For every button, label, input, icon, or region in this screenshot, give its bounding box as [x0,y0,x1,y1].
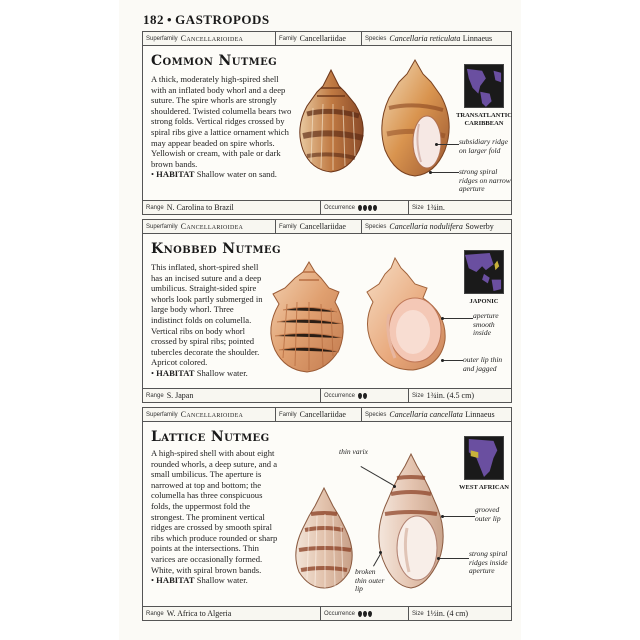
entry-title: Common Nutmeg [151,53,278,69]
section-title: GASTROPODS [175,12,270,27]
species-label: Species [365,35,387,42]
size-label: Size [412,204,424,211]
annotation-leader [443,318,473,319]
entry-description [151,262,263,379]
species-value: Cancellaria nodulifera [389,222,463,231]
occurrence-cell [321,607,409,620]
shell-photo-dorsal [263,258,353,374]
size-cell [409,607,511,620]
annotation-label: thin varix [339,447,368,456]
map-region-label-2: CARIBBEAN [464,120,504,127]
size-value: 1½in. (4 cm) [426,609,468,618]
family-value: Cancellariidae [299,410,346,419]
annotation-point [429,171,432,174]
occurrence-cell [321,389,409,402]
habitat-line: • HABITAT Shallow water. [151,575,248,586]
annotation-point [437,557,440,560]
occurrence-drops [358,611,372,617]
occurrence-drop-icon [368,205,372,211]
annotation-label: strong spiral ridges on narrow aperture [459,167,511,193]
habitat-value: Shallow water. [196,575,248,586]
info-bar [143,606,511,620]
species-value: Cancellaria cancellata [389,410,463,419]
page-header [143,12,270,28]
annotation-label: grooved outer lip [475,505,501,523]
annotation-point [441,317,444,320]
occurrence-drop-icon [363,393,367,399]
species-label: Species [365,411,387,418]
shell-photo-dorsal [289,486,359,590]
size-value: 1¾in. (4.5 cm) [426,391,474,400]
occurrence-cell [321,201,409,214]
family-value: Cancellariidae [299,34,346,43]
occurrence-label: Occurrence [324,204,356,211]
annotation-leader [431,172,459,173]
species-cell [362,32,511,45]
occurrence-drop-icon [368,611,372,617]
species-author: Linnaeus [465,410,495,419]
occurrence-label: Occurrence [324,392,356,399]
superfamily-cell [143,408,276,421]
habitat-line: • HABITAT Shallow water on sand. [151,169,277,180]
entry-description [151,74,293,180]
distribution-map [464,436,504,480]
occurrence-drop-icon [363,205,367,211]
superfamily-value: Cancellarioidea [180,410,244,419]
superfamily-label: Superfamily [146,411,178,418]
occurrence-drop-icon [358,611,362,617]
entry-description [151,448,281,586]
habitat-label: HABITAT [156,169,195,180]
size-label: Size [412,392,424,399]
annotation-leader [443,516,475,517]
habitat-label: HABITAT [156,575,195,586]
species-value: Cancellaria reticulata [389,34,461,43]
annotation-leader [443,360,463,361]
occurrence-drop-icon [373,205,377,211]
range-cell [143,389,321,402]
species-cell [362,408,511,421]
size-cell [409,201,511,214]
habitat-value: Shallow water. [196,367,248,378]
species-entry [142,407,512,621]
range-label: Range [146,204,164,211]
annotation-leader [437,144,459,145]
annotation-point [441,359,444,362]
taxonomy-bar [143,408,511,422]
map-region-label: JAPONIC [469,298,499,305]
range-label: Range [146,610,164,617]
superfamily-cell [143,220,276,233]
annotation-point [393,485,396,488]
annotation-label: broken thin outer lip [355,567,385,593]
annotation-point [435,143,438,146]
annotation-label: strong spiral ridges inside aperture [469,549,508,575]
size-label: Size [412,610,424,617]
occurrence-label: Occurrence [324,610,356,617]
distribution-map [464,250,504,294]
range-value: W. Africa to Algeria [166,609,232,618]
description-text: A high-spired shell with about eight rounded whorls, a deep suture, and a small umbilicus. The aperture is narrowed at top and bottom; the columella has three conspicuous folds, the uppermost fold the strongest. The prominent vertical ridges are crossed by smooth spiral ribs which produce rounded or sharp points at the intersections. Thin varices are occasionally formed. White, with spiral brown bands. [151,448,278,575]
family-value: Cancellariidae [299,222,346,231]
range-value: N. Carolina to Brazil [166,203,234,212]
family-label: Family [279,411,297,418]
map-region-label: TRANSATLANTIC [456,112,512,119]
description-text: A thick, moderately high-spired shell with an inflated body whorl and a deep suture. The spire whorls are strongly shouldered. Twisted columella bears two strong folds. Vertical ridges crossed by spiral ribs give a lattice ornament which may appear beaded on spire whorls. Yellowish or cream, with pale or dark brown bands. [151,74,292,169]
family-cell [276,32,362,45]
map-region-label: WEST AFRICAN [459,484,509,491]
family-label: Family [279,35,297,42]
taxonomy-bar [143,32,511,46]
habitat-line: • HABITAT Shallow water. [151,367,248,378]
page-number: 182 [143,12,164,27]
family-label: Family [279,223,297,230]
range-value: S. Japan [166,391,194,400]
annotation-point [441,515,444,518]
occurrence-drop-icon [358,205,362,211]
family-cell [276,408,362,421]
habitat-label: HABITAT [156,367,195,378]
species-author: Linnaeus [462,34,493,43]
description-text: This inflated, short-spired shell has an incised suture and a deep umbilicus. Straight-sided spire whorls look partly submerged in large body whorl. Three indistinct folds on columella. Vertical ribs on body whorl crossed by spiral ribs; pointed tubercles decorate the shoulder. Apricot colored. [151,262,263,368]
superfamily-value: Cancellarioidea [180,222,244,231]
family-cell [276,220,362,233]
info-bar [143,200,511,214]
entry-title: Knobbed Nutmeg [151,241,281,257]
shell-photo-apertural [375,58,455,180]
annotation-label: aperture smooth inside [473,311,499,337]
bullet-icon: • [167,12,173,27]
book-page [119,0,521,640]
habitat-value: Shallow water on sand. [196,169,277,180]
range-cell [143,607,321,620]
annotation-leader [439,558,469,559]
species-author: Sowerby [465,222,494,231]
entry-title: Lattice Nutmeg [151,429,270,445]
occurrence-drops [358,393,367,399]
shell-photo-dorsal [293,66,369,176]
species-label: Species [365,223,387,230]
info-bar [143,388,511,402]
superfamily-cell [143,32,276,45]
species-cell [362,220,511,233]
occurrence-drop-icon [363,611,367,617]
species-entry [142,31,512,215]
annotation-point [379,551,382,554]
superfamily-label: Superfamily [146,223,178,230]
shell-photo-apertural [357,254,453,374]
taxonomy-bar [143,220,511,234]
superfamily-label: Superfamily [146,35,178,42]
occurrence-drops [358,205,377,211]
occurrence-drop-icon [358,393,362,399]
range-cell [143,201,321,214]
annotation-label: subsidiary ridge on larger fold [459,137,508,155]
distribution-map [464,64,504,108]
size-value: 1¾in. [426,203,445,212]
superfamily-value: Cancellarioidea [180,34,244,43]
species-entry [142,219,512,403]
size-cell [409,389,511,402]
range-label: Range [146,392,164,399]
annotation-label: outer lip thin and jagged [463,355,503,373]
